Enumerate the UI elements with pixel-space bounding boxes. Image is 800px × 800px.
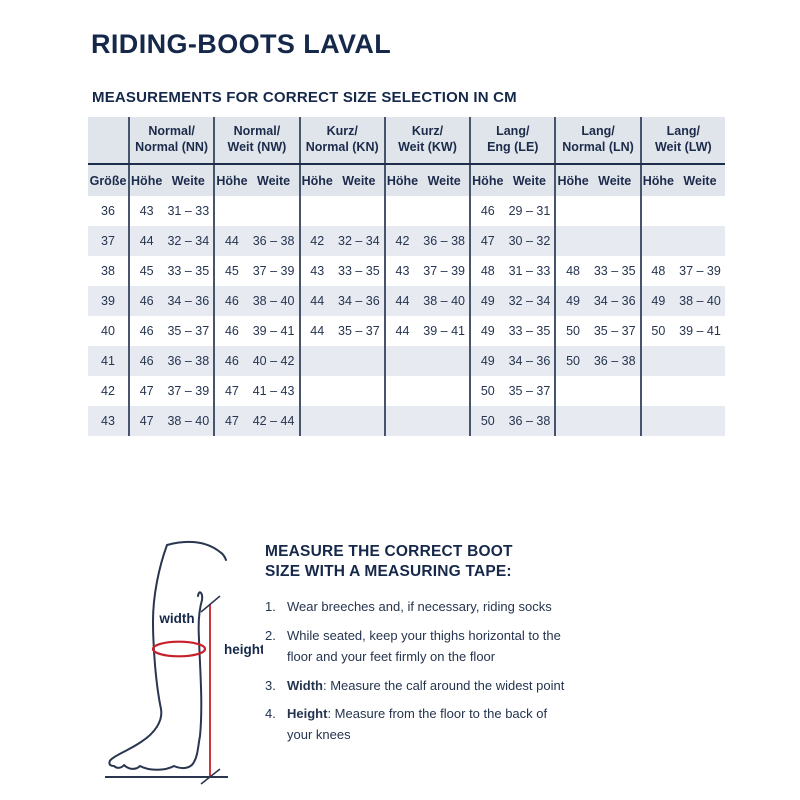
table-row [88, 196, 725, 226]
hoehe-cell: 42 [395, 234, 410, 249]
instruction-step [265, 676, 575, 697]
instruction-steps [265, 597, 575, 746]
group-header-le [469, 117, 554, 163]
measure-pair [299, 406, 384, 436]
thigh-outline [167, 542, 226, 560]
measure-pair [640, 316, 725, 346]
group-header-kn [299, 117, 384, 163]
measure-pair [469, 196, 554, 226]
size-cell: 36 [101, 204, 115, 219]
group-header-line: Normal/ [233, 124, 281, 138]
section-title-measurements: MEASUREMENTS FOR CORRECT SIZE SELECTION IN CM [92, 89, 517, 106]
subheader-group [469, 165, 554, 196]
measure-pair [213, 286, 298, 316]
measure-pair [128, 316, 213, 346]
weite-cell [419, 376, 469, 406]
group-header-line: Lang/ [581, 124, 615, 138]
hoehe-cell: 47 [139, 384, 154, 399]
weite-cell [334, 376, 384, 406]
table-row [88, 406, 725, 436]
measure-pair [384, 406, 469, 436]
weite-cell: 36 – 38 [593, 354, 636, 369]
measure-pair [128, 376, 213, 406]
hoehe-cell: 46 [139, 294, 154, 309]
hoehe-cell [301, 346, 334, 376]
measure-pair [299, 286, 384, 316]
measure-pair [554, 406, 639, 436]
weite-cell: 36 – 38 [252, 234, 295, 249]
measure-pair [213, 316, 298, 346]
hoehe-cell: 49 [480, 294, 495, 309]
hoehe-cell [642, 196, 675, 226]
weite-cell: 33 – 35 [593, 264, 636, 279]
hoehe-cell: 50 [566, 354, 581, 369]
weite-cell: 34 – 36 [508, 354, 551, 369]
subheader-group [299, 165, 384, 196]
hoehe-cell [386, 376, 419, 406]
leg-diagram [105, 537, 263, 787]
weite-cell: 38 – 40 [679, 294, 721, 309]
step-number: 4. [265, 706, 276, 722]
hoehe-cell [301, 376, 334, 406]
weite-cell: 33 – 35 [167, 264, 210, 279]
hoehe-cell: 44 [395, 324, 410, 339]
hoehe-header: Höhe [557, 173, 589, 188]
hoehe-cell: 44 [310, 324, 325, 339]
table-row [88, 256, 725, 286]
weite-cell: 36 – 38 [423, 234, 465, 249]
leg-outline [109, 545, 202, 770]
weite-cell: 40 – 42 [252, 354, 295, 369]
measure-pair [299, 316, 384, 346]
hoehe-cell: 44 [310, 294, 325, 309]
weite-cell: 38 – 40 [423, 294, 465, 309]
weite-cell: 36 – 38 [167, 354, 210, 369]
measure-pair [640, 376, 725, 406]
measure-pair [384, 346, 469, 376]
group-header-line: Eng (LE) [487, 139, 539, 154]
measure-pair [554, 256, 639, 286]
table-row [88, 286, 725, 316]
measure-pair [384, 316, 469, 346]
instruction-step [265, 626, 575, 668]
measure-pair [213, 406, 298, 436]
step-text: While seated, keep your thighs horizontal to the floor and your feet firmly on the floor [287, 628, 561, 664]
weite-header: Weite [512, 173, 546, 188]
hoehe-cell [301, 406, 334, 436]
measure-pair [384, 376, 469, 406]
hoehe-cell [556, 406, 589, 436]
hoehe-cell: 50 [566, 324, 581, 339]
hoehe-cell [386, 406, 419, 436]
hoehe-cell [301, 196, 334, 226]
measure-pair [384, 286, 469, 316]
guide-heading-line2: SIZE WITH A MEASURING TAPE: [265, 563, 512, 581]
weite-cell [334, 406, 384, 436]
size-cell: 39 [101, 294, 115, 309]
measure-pair [554, 376, 639, 406]
measure-pair [128, 346, 213, 376]
weite-cell: 42 – 44 [252, 414, 295, 429]
hoehe-cell: 45 [224, 264, 239, 279]
weite-cell [334, 196, 384, 226]
measuring-guide-section [105, 537, 575, 787]
hoehe-cell [386, 346, 419, 376]
hoehe-cell: 47 [224, 414, 239, 429]
measure-pair [640, 286, 725, 316]
weite-cell: 33 – 35 [338, 264, 380, 279]
weite-cell: 37 – 39 [252, 264, 295, 279]
weite-cell: 32 – 34 [167, 234, 210, 249]
hoehe-cell: 48 [651, 264, 666, 279]
measure-pair [213, 196, 298, 226]
measure-pair [128, 196, 213, 226]
step-text: Width: Measure the calf around the widest point [287, 677, 565, 693]
group-header-line: Lang/ [666, 124, 700, 138]
instruction-step [265, 597, 575, 618]
weite-cell: 37 – 39 [167, 384, 210, 399]
measure-pair [469, 346, 554, 376]
weite-cell: 37 – 39 [679, 264, 721, 279]
measure-pair [554, 346, 639, 376]
weite-cell: 39 – 41 [252, 324, 295, 339]
hoehe-cell: 42 [310, 234, 325, 249]
weite-cell: 39 – 41 [679, 324, 721, 339]
weite-cell: 32 – 34 [508, 294, 551, 309]
hoehe-cell: 47 [224, 384, 239, 399]
hoehe-cell: 46 [139, 354, 154, 369]
measure-pair [128, 406, 213, 436]
measure-pair [554, 286, 639, 316]
table-row [88, 346, 725, 376]
measure-pair [469, 226, 554, 256]
table-corner-cell [88, 117, 128, 163]
hoehe-cell: 43 [395, 264, 410, 279]
weite-cell: 35 – 37 [167, 324, 210, 339]
measure-pair [640, 346, 725, 376]
step-number: 2. [265, 628, 276, 644]
group-header-nn [128, 117, 213, 163]
measure-pair [554, 226, 639, 256]
hoehe-cell [642, 226, 675, 256]
group-header-lw [640, 117, 725, 163]
table-subheader-row [88, 165, 725, 196]
hoehe-cell [556, 226, 589, 256]
hoehe-cell: 43 [310, 264, 325, 279]
hoehe-cell: 49 [651, 294, 666, 309]
instruction-step [265, 704, 575, 746]
width-ellipse [153, 642, 205, 657]
weite-cell: 38 – 40 [252, 294, 295, 309]
group-header-line: Kurz/ [326, 124, 358, 138]
weite-header: Weite [427, 173, 461, 188]
guide-heading-line1: MEASURE THE CORRECT BOOT [265, 543, 513, 560]
measure-pair [213, 346, 298, 376]
measure-pair [213, 226, 298, 256]
size-cell: 40 [101, 324, 115, 339]
hoehe-cell: 48 [566, 264, 581, 279]
weite-header: Weite [683, 173, 717, 188]
group-header-line: Weit (NW) [227, 139, 287, 154]
measure-pair [128, 226, 213, 256]
table-row [88, 376, 725, 406]
hoehe-cell [556, 196, 589, 226]
table-body [88, 196, 725, 436]
table-group-header-row [88, 117, 725, 165]
measuring-instructions [265, 537, 575, 787]
measure-pair [213, 256, 298, 286]
group-header-line: Normal (LN) [562, 139, 634, 154]
hoehe-cell: 45 [139, 264, 154, 279]
group-header-ln [554, 117, 639, 163]
group-header-line: Normal (KN) [305, 139, 379, 154]
group-header-nw [213, 117, 298, 163]
measure-pair [640, 226, 725, 256]
weite-cell: 30 – 32 [508, 234, 551, 249]
measure-pair [299, 256, 384, 286]
measure-pair [213, 376, 298, 406]
group-header-line: Kurz/ [411, 124, 444, 138]
size-table [88, 117, 725, 436]
weite-cell [419, 196, 469, 226]
measure-pair [384, 256, 469, 286]
hoehe-cell: 46 [224, 294, 239, 309]
weite-cell [675, 196, 725, 226]
measure-pair [299, 376, 384, 406]
hoehe-cell: 47 [139, 414, 154, 429]
measure-pair [640, 256, 725, 286]
subheader-group [128, 165, 213, 196]
hoehe-cell: 49 [480, 324, 495, 339]
group-header-line: Weit (KW) [398, 139, 457, 154]
weite-cell: 32 – 34 [338, 234, 380, 249]
measure-pair [384, 196, 469, 226]
hoehe-cell: 48 [480, 264, 495, 279]
weite-cell: 29 – 31 [508, 204, 551, 219]
hoehe-cell: 50 [480, 414, 495, 429]
weite-cell [675, 346, 725, 376]
hoehe-cell: 46 [224, 324, 239, 339]
hoehe-cell: 44 [395, 294, 410, 309]
hoehe-header: Höhe [301, 173, 333, 188]
size-cell: 41 [101, 354, 115, 369]
subheader-group [384, 165, 469, 196]
size-cell: 43 [101, 414, 115, 429]
weite-header: Weite [171, 173, 205, 188]
hoehe-cell [642, 346, 675, 376]
weite-cell [419, 406, 469, 436]
table-row [88, 226, 725, 256]
weite-header: Weite [598, 173, 632, 188]
measure-pair [128, 256, 213, 286]
measure-pair [299, 196, 384, 226]
weite-cell: 34 – 36 [593, 294, 636, 309]
weite-cell [419, 346, 469, 376]
hoehe-header: Höhe [386, 173, 419, 188]
page-title: RIDING-BOOTS LAVAL [91, 29, 392, 59]
measure-pair [384, 226, 469, 256]
weite-cell: 34 – 36 [167, 294, 210, 309]
weite-cell: 37 – 39 [423, 264, 465, 279]
hoehe-header: Höhe [642, 173, 674, 188]
measure-pair [469, 376, 554, 406]
hoehe-header: Höhe [131, 173, 163, 188]
hoehe-cell [386, 196, 419, 226]
weite-cell [675, 406, 725, 436]
hoehe-cell: 47 [480, 234, 495, 249]
measure-pair [469, 256, 554, 286]
measure-pair [554, 196, 639, 226]
weite-header: Weite [257, 173, 291, 188]
weite-cell: 34 – 36 [338, 294, 380, 309]
measure-pair [299, 226, 384, 256]
weite-cell: 39 – 41 [423, 324, 465, 339]
guide-heading [265, 542, 575, 582]
measure-pair [554, 316, 639, 346]
measure-pair [299, 346, 384, 376]
weite-cell [334, 346, 384, 376]
weite-cell [590, 226, 640, 256]
measure-pair [640, 196, 725, 226]
group-header-line: Lang/ [496, 124, 530, 138]
size-column-header: Größe [89, 173, 127, 188]
weite-cell: 41 – 43 [252, 384, 295, 399]
height-label: height [224, 642, 263, 657]
subheader-group [213, 165, 298, 196]
step-number: 3. [265, 677, 276, 693]
group-header-line: Normal (NN) [135, 139, 209, 154]
weite-cell: 33 – 35 [508, 324, 551, 339]
width-label: width [159, 611, 195, 626]
hoehe-cell [642, 376, 675, 406]
weite-cell: 35 – 37 [508, 384, 551, 399]
hoehe-header: Höhe [216, 173, 248, 188]
weite-cell [590, 376, 640, 406]
hoehe-cell [215, 196, 248, 226]
hoehe-cell: 44 [139, 234, 154, 249]
measure-pair [469, 286, 554, 316]
weite-cell: 35 – 37 [338, 324, 380, 339]
group-header-line: Normal/ [148, 124, 195, 138]
hoehe-cell: 44 [224, 234, 239, 249]
weite-cell: 31 – 33 [167, 204, 210, 219]
boot-measurement-illustration [105, 537, 263, 787]
measure-pair [469, 406, 554, 436]
weite-cell [675, 226, 725, 256]
group-header-kw [384, 117, 469, 163]
size-cell: 42 [101, 384, 115, 399]
step-text: Wear breeches and, if necessary, riding socks [287, 599, 552, 615]
size-cell: 38 [101, 264, 115, 279]
hoehe-cell: 49 [480, 354, 495, 369]
step-text: Height: Measure from the floor to the back of your knees [287, 706, 548, 743]
weite-cell: 35 – 37 [593, 324, 636, 339]
measure-pair [128, 286, 213, 316]
hoehe-cell: 50 [651, 324, 666, 339]
weite-cell [590, 196, 640, 226]
weite-cell [675, 376, 725, 406]
hoehe-cell: 50 [480, 384, 495, 399]
step-number: 1. [265, 599, 276, 615]
subheader-group [554, 165, 639, 196]
table-row [88, 316, 725, 346]
measure-pair [469, 316, 554, 346]
group-header-line: Weit (LW) [654, 139, 712, 154]
measure-pair [640, 406, 725, 436]
subheader-group [640, 165, 725, 196]
weite-header: Weite [342, 173, 376, 188]
hoehe-cell [556, 376, 589, 406]
weite-cell [249, 196, 299, 226]
hoehe-cell: 46 [224, 354, 239, 369]
weite-cell: 38 – 40 [167, 414, 210, 429]
hoehe-header: Höhe [472, 173, 504, 188]
size-cell: 37 [101, 234, 115, 249]
weite-cell [590, 406, 640, 436]
hoehe-cell: 46 [480, 204, 495, 219]
hoehe-cell: 46 [139, 324, 154, 339]
weite-cell: 31 – 33 [508, 264, 551, 279]
hoehe-cell: 49 [566, 294, 581, 309]
weite-cell: 36 – 38 [508, 414, 551, 429]
hoehe-cell [642, 406, 675, 436]
hoehe-cell: 43 [139, 204, 154, 219]
